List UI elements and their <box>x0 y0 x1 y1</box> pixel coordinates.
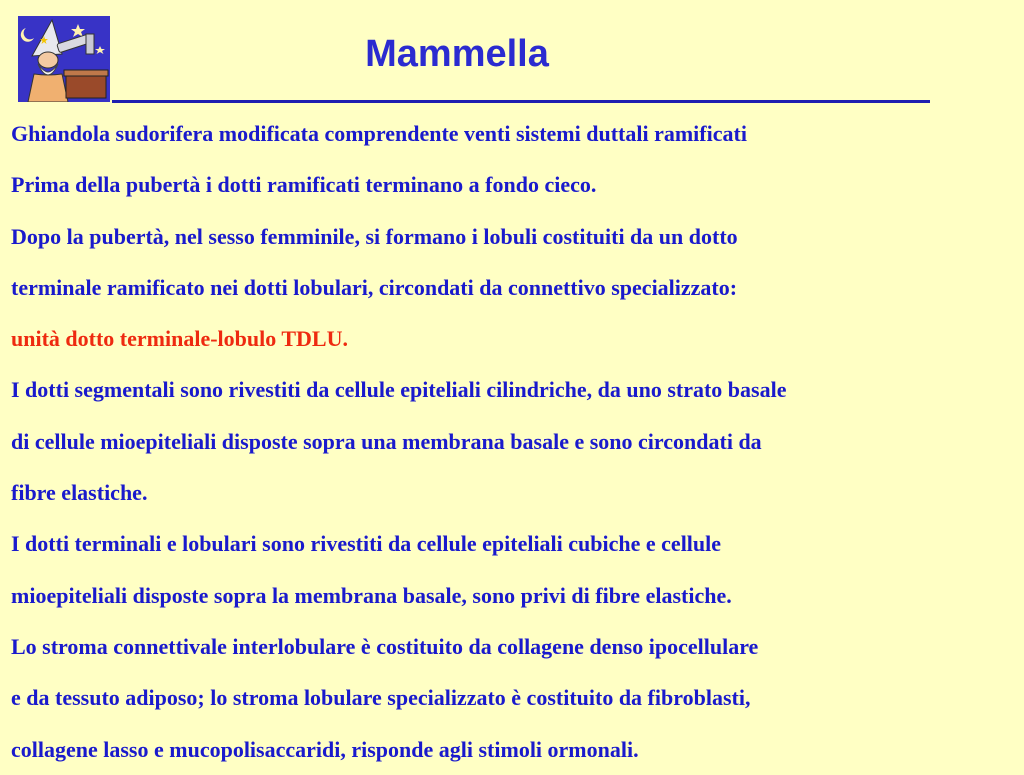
slide-title: Mammella <box>365 33 549 75</box>
body-line: collagene lasso e mucopolisaccaridi, risponde agli stimoli ormonali. <box>11 736 639 762</box>
body-line: e da tessuto adiposo; lo stroma lobulare specializzato è costituito da fibroblasti, <box>11 685 751 711</box>
body-line: Prima della pubertà i dotti ramificati terminano a fondo cieco. <box>11 172 597 198</box>
body-line: fibre elastiche. <box>11 480 148 506</box>
slide-body <box>11 108 1021 775</box>
body-line-highlight: unità dotto terminale-lobulo TDLU. <box>11 326 348 352</box>
body-line: mioepiteliali disposte sopra la membrana basale, sono privi di fibre elastiche. <box>11 582 732 608</box>
body-line: Lo stroma connettivale interlobulare è costituito da collagene denso ipocellulare <box>11 633 759 659</box>
body-line: terminale ramificato nei dotti lobulari, circondati da connettivo specializzato: <box>11 274 738 300</box>
body-line: I dotti segmentali sono rivestiti da cellule epiteliali cilindriche, da uno strato basale <box>11 377 787 403</box>
body-line: Dopo la pubertà, nel sesso femminile, si formano i lobuli costituiti da un dotto <box>11 223 738 249</box>
title-underline <box>112 100 930 103</box>
body-line: I dotti terminali e lobulari sono rivestiti da cellule epiteliali cubiche e cellule <box>11 531 722 557</box>
body-line: di cellule mioepiteliali disposte sopra una membrana basale e sono circondati da <box>11 428 762 454</box>
body-line: Ghiandola sudorifera modificata comprendente venti sistemi duttali ramificati <box>11 121 747 146</box>
